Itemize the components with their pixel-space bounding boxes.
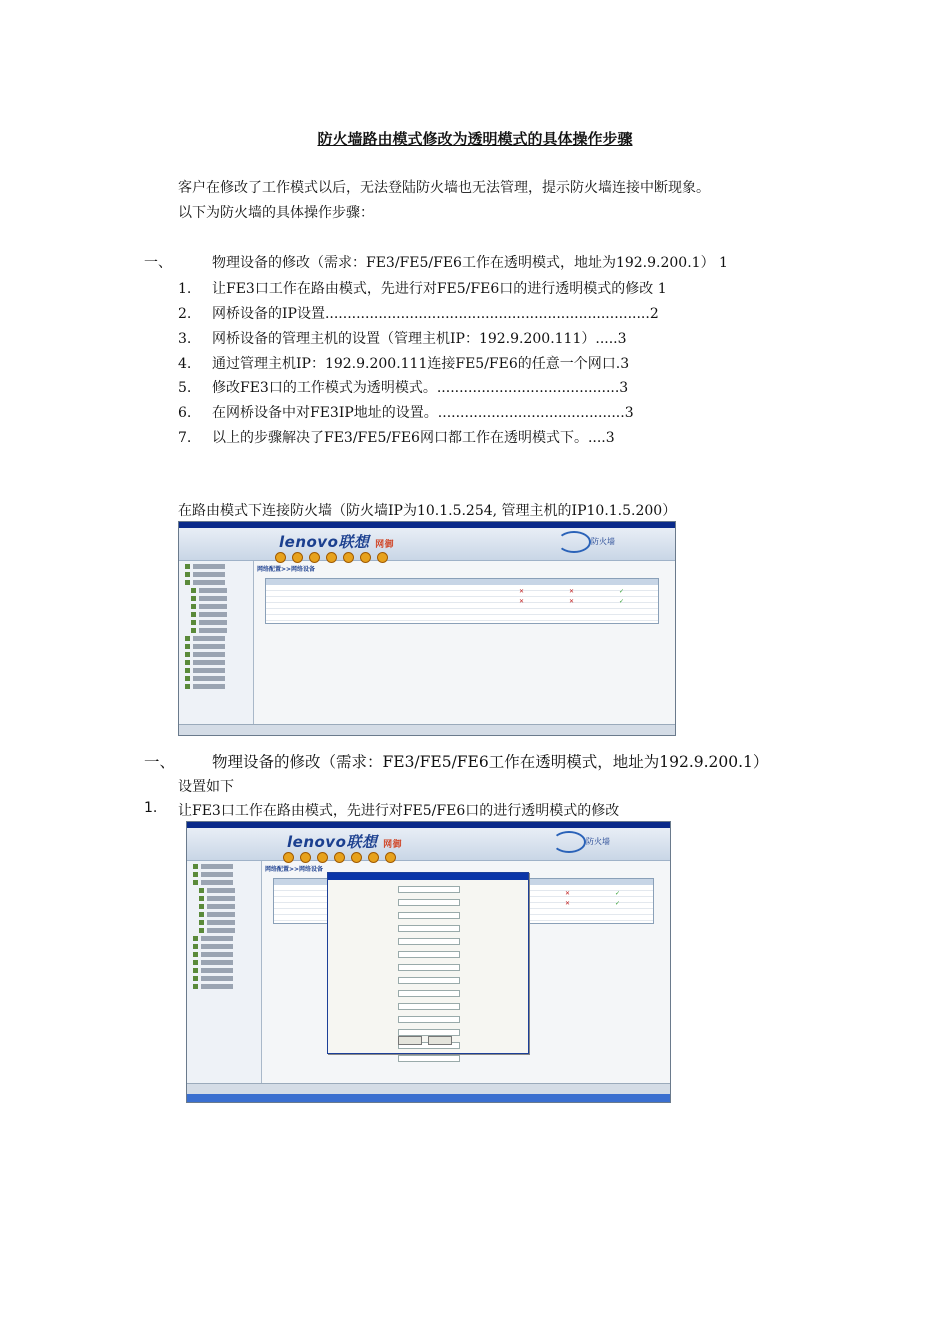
breadcrumb: 网络配置>>网络设备: [265, 866, 324, 873]
toc-item[interactable]: 6. 在网桥设备中对FE3IP地址的设置。..........................................3: [178, 405, 634, 421]
section-heading-continued: 设置如下: [178, 779, 234, 795]
app-banner: [187, 828, 670, 861]
intro-line-2: 以下为防火墙的具体操作步骤：: [178, 205, 374, 221]
firewall-screenshot-route-mode: [178, 521, 676, 736]
document-title: 防火墙路由模式修改为透明模式的具体操作步骤: [317, 130, 633, 148]
nav-tree: [187, 861, 262, 1092]
dialog-titlebar: [328, 873, 528, 880]
intro-line-1: 客户在修改了工作模式以后，无法登陆防火墙也无法管理，提示防火墙连接中断现象。: [178, 180, 710, 196]
disabled-icon: ✕: [565, 890, 571, 897]
toc-heading-mark: 一、: [144, 255, 172, 271]
check-icon: ✓: [619, 588, 625, 595]
toc-item[interactable]: 7. 以上的步骤解决了FE3/FE5/FE6网口都工作在透明模式下。....3: [178, 430, 615, 446]
section-mark: 一、: [144, 753, 176, 771]
ok-button[interactable]: [398, 1036, 422, 1045]
product-label: 防火墙: [586, 837, 610, 846]
check-icon: ✓: [615, 900, 621, 907]
app-banner: [179, 528, 675, 561]
disabled-icon: ✕: [519, 588, 525, 595]
toolbar-icons: [283, 852, 396, 863]
section-heading: 物理设备的修改（需求：FE3/FE5/FE6工作在透明模式，地址为192.9.200.1）: [212, 753, 769, 771]
check-icon: ✓: [615, 890, 621, 897]
breadcrumb: 网络配置>>网络设备: [257, 566, 316, 573]
toc-item[interactable]: 2. 网桥设备的IP设置.........................................................................2: [178, 306, 659, 322]
cancel-button[interactable]: [428, 1036, 452, 1045]
step-1-number: 1.: [144, 800, 158, 816]
disabled-icon: ✕: [569, 598, 575, 605]
status-bar: [187, 1083, 670, 1094]
lenovo-logo: lenovo联想 网御: [279, 533, 395, 551]
device-table: [265, 578, 659, 624]
product-label: 防火墙: [591, 537, 615, 546]
step-1-text: 让FE3口工作在路由模式，先进行对FE5/FE6口的进行透明模式的修改: [178, 803, 620, 819]
toc-heading[interactable]: 物理设备的修改（需求：FE3/FE5/FE6工作在透明模式，地址为192.9.200.1） 1: [212, 255, 728, 271]
toc-item[interactable]: 5. 修改FE3口的工作模式为透明模式。.........................................3: [178, 380, 629, 396]
dialog-buttons: [398, 1036, 452, 1045]
toc-item[interactable]: 1. 让FE3口工作在路由模式，先进行对FE5/FE6口的进行透明模式的修改 1: [178, 281, 667, 297]
nav-tree: [179, 561, 254, 725]
check-icon: ✓: [619, 598, 625, 605]
brand-swirl-icon: [557, 531, 591, 553]
lenovo-logo: lenovo联想 网御: [287, 833, 403, 851]
content-area: [257, 564, 671, 723]
toolbar-icons: [275, 552, 388, 563]
status-bar: [179, 724, 675, 735]
brand-swirl-icon: [552, 831, 586, 853]
disabled-icon: ✕: [569, 588, 575, 595]
disabled-icon: ✕: [565, 900, 571, 907]
disabled-icon: ✕: [519, 598, 525, 605]
toc-item[interactable]: 4. 通过管理主机IP：192.9.200.111连接FE5/FE6的任意一个网口.3: [178, 356, 630, 372]
route-mode-caption: 在路由模式下连接防火墙（防火墙IP为10.1.5.254, 管理主机的IP10.1.5.200）: [178, 503, 677, 519]
firewall-screenshot-device-dialog: [186, 821, 671, 1103]
toc-item[interactable]: 3. 网桥设备的管理主机的设置（管理主机IP：192.9.200.111）.....3: [178, 331, 627, 347]
taskbar: [187, 1094, 670, 1102]
device-edit-dialog: [327, 872, 529, 1054]
